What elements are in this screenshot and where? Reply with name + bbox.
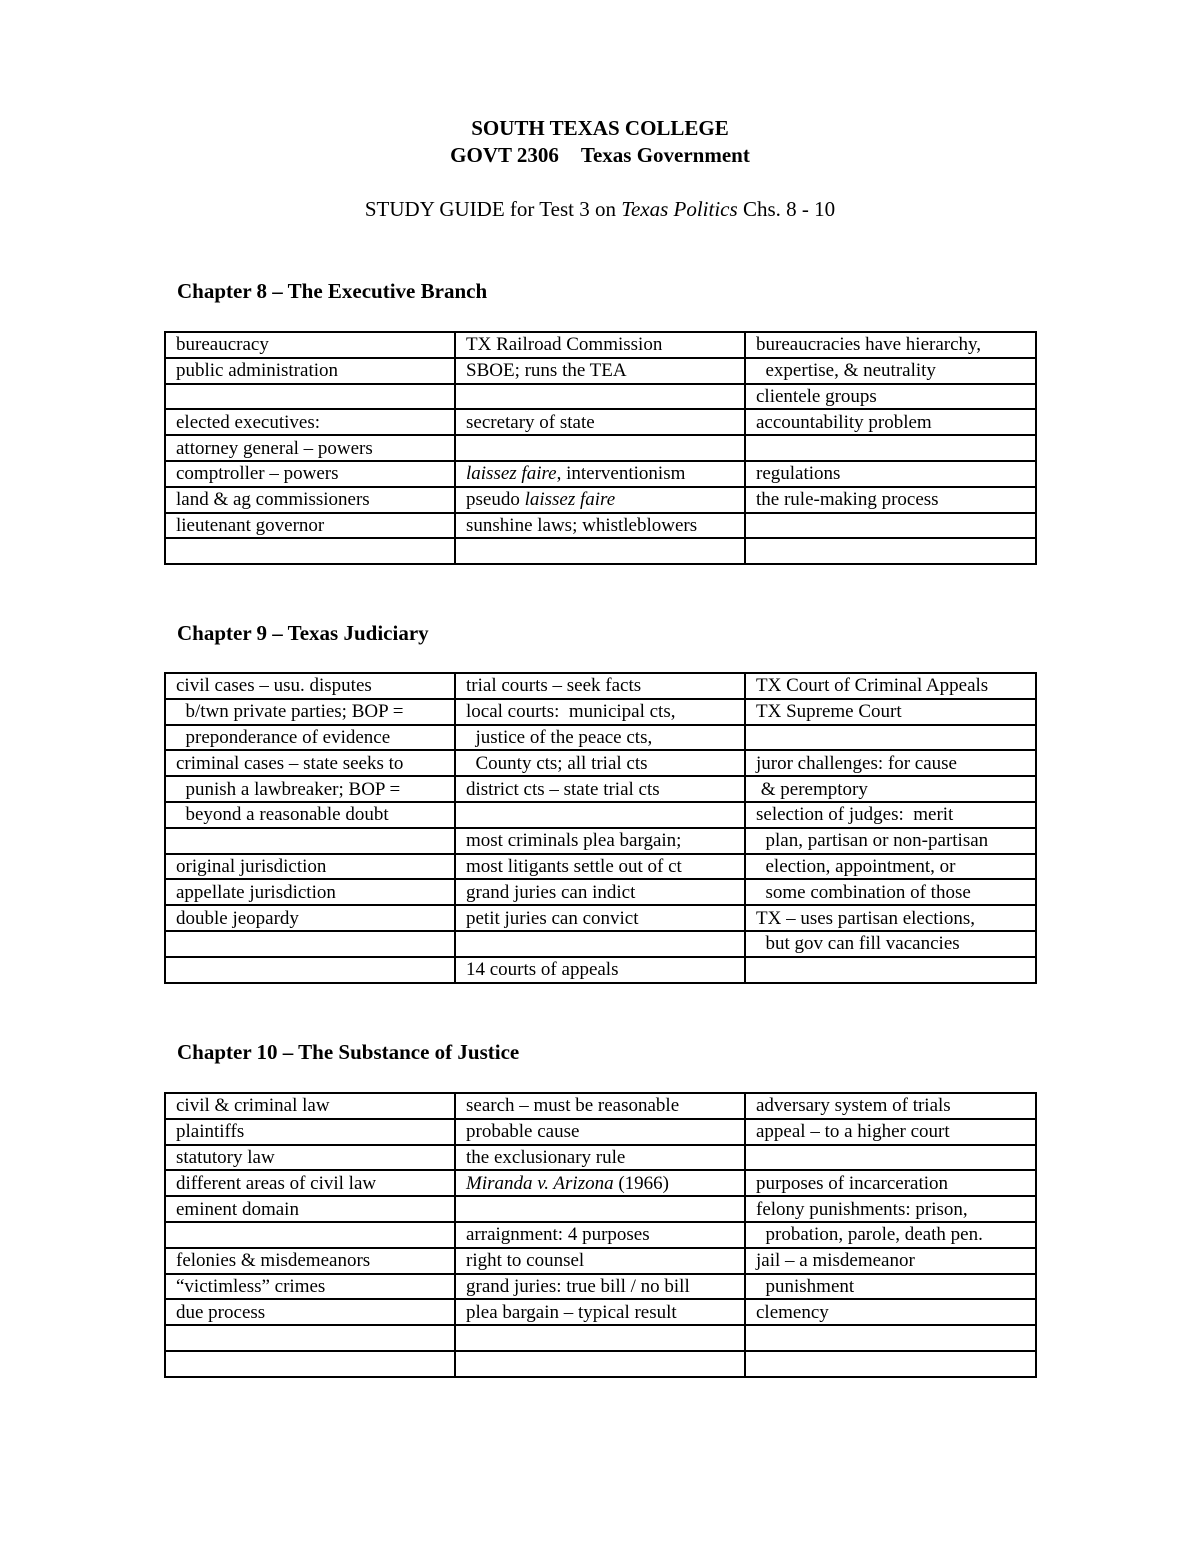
table-cell [455, 905, 745, 931]
table-cell [745, 461, 1036, 487]
table-cell [455, 1351, 745, 1377]
table-cell [455, 1299, 745, 1325]
table-cell [165, 699, 455, 725]
table-cell [745, 1196, 1036, 1222]
cell-text: accountability problem [756, 411, 932, 433]
table-cell [745, 513, 1036, 539]
table-cell [745, 384, 1036, 410]
chapter-8-terms-table [164, 331, 1037, 565]
table-cell [455, 725, 745, 751]
cell-text: juror challenges: for cause [756, 752, 957, 774]
cell-text: search – must be reasonable [466, 1095, 680, 1117]
cell-text: grand juries: true bill / no bill [466, 1275, 690, 1297]
table-cell [745, 905, 1036, 931]
table-row [165, 332, 1036, 358]
table-cell [745, 673, 1036, 699]
table-cell [165, 905, 455, 931]
table-cell [455, 1170, 745, 1196]
table-cell [455, 931, 745, 957]
cell-text: plaintiffs [176, 1121, 245, 1143]
cell-text: punishment [756, 1275, 855, 1297]
cell-text: beyond a reasonable doubt [176, 804, 389, 826]
course-code: GOVT 2306 [450, 143, 559, 167]
table-row [165, 487, 1036, 513]
table-cell [165, 776, 455, 802]
cell-text: the rule-making process [756, 489, 939, 511]
table-cell [745, 1222, 1036, 1248]
cell-text: double jeopardy [176, 907, 299, 929]
table-cell [165, 538, 455, 564]
cell-text: TX Railroad Commission [466, 334, 663, 356]
cell-text: some combination of those [756, 881, 971, 903]
table-cell [165, 384, 455, 410]
cell-text: appeal – to a higher court [756, 1121, 950, 1143]
cell-text: clemency [756, 1301, 829, 1323]
cell-text: original jurisdiction [176, 855, 327, 877]
cell-text: expertise, & neutrality [756, 360, 936, 382]
table-cell [455, 776, 745, 802]
table-cell [745, 725, 1036, 751]
cell-text: pseudo [466, 489, 525, 511]
table-row [165, 957, 1036, 983]
italic-text: laissez faire [524, 489, 616, 511]
cell-text: different areas of civil law [176, 1172, 377, 1194]
table-cell [745, 538, 1036, 564]
table-cell [165, 358, 455, 384]
study-guide-title [0, 197, 1200, 222]
table-row [165, 1274, 1036, 1300]
table-cell [455, 1248, 745, 1274]
table-cell [455, 1145, 745, 1171]
table-cell [745, 332, 1036, 358]
table-row [165, 1093, 1036, 1119]
table-row [165, 854, 1036, 880]
cell-text: sunshine laws; whistleblowers [466, 514, 698, 536]
cell-text: statutory law [176, 1146, 275, 1168]
table-row [165, 673, 1036, 699]
cell-text: appellate jurisdiction [176, 881, 336, 903]
table-cell [745, 854, 1036, 880]
cell-text: punish a lawbreaker; BOP = [176, 778, 401, 800]
cell-text: (1966) [613, 1172, 670, 1194]
cell-text: criminal cases – state seeks to [176, 752, 404, 774]
table-cell [165, 1351, 455, 1377]
table-row [165, 879, 1036, 905]
cell-text: due process [176, 1301, 266, 1323]
table-row [165, 1145, 1036, 1171]
table-cell [455, 673, 745, 699]
table-row [165, 461, 1036, 487]
table-row [165, 1351, 1036, 1377]
chapter-9-terms-table [164, 672, 1037, 984]
table-cell [455, 879, 745, 905]
cell-text: “victimless” crimes [176, 1275, 326, 1297]
table-cell [165, 1170, 455, 1196]
table-cell [165, 673, 455, 699]
cell-text: TX – uses partisan elections, [756, 907, 975, 929]
table-cell [165, 1093, 455, 1119]
cell-text: 14 courts of appeals [466, 959, 619, 981]
cell-text: regulations [756, 463, 841, 485]
cell-text: right to counsel [466, 1250, 585, 1272]
table-cell [165, 1325, 455, 1351]
cell-text: plan, partisan or non-partisan [756, 830, 989, 852]
table-cell [745, 1170, 1036, 1196]
table-cell [455, 802, 745, 828]
chapter-10-heading: Chapter 10 – The Substance of Justice [177, 1040, 520, 1064]
study-guide-prefix: STUDY GUIDE for Test 3 on [364, 197, 622, 221]
table-cell [455, 828, 745, 854]
table-cell [165, 409, 455, 435]
table-cell [455, 332, 745, 358]
table-row [165, 725, 1036, 751]
table-cell [165, 513, 455, 539]
cell-text: election, appointment, or [756, 855, 956, 877]
cell-text: clientele groups [756, 385, 877, 407]
table-cell [165, 725, 455, 751]
cell-text: trial courts – seek facts [466, 675, 642, 697]
cell-text: felony punishments: prison, [756, 1198, 968, 1220]
cell-text: probation, parole, death pen. [756, 1224, 983, 1246]
table-cell [455, 358, 745, 384]
table-cell [745, 1325, 1036, 1351]
cell-text: lieutenant governor [176, 514, 325, 536]
cell-text: jail – a misdemeanor [756, 1250, 915, 1272]
table-row [165, 1222, 1036, 1248]
table-cell [455, 435, 745, 461]
cell-text: grand juries can indict [466, 881, 636, 903]
cell-text: bureaucracy [176, 334, 269, 356]
cell-text: County cts; all trial cts [466, 752, 648, 774]
table-cell [165, 828, 455, 854]
cell-text: local courts: municipal cts, [466, 701, 676, 723]
table-cell [745, 1093, 1036, 1119]
cell-text: SBOE; runs the TEA [466, 360, 627, 382]
chapter-10-terms-table [164, 1092, 1037, 1378]
table-row [165, 513, 1036, 539]
table-cell [455, 513, 745, 539]
table-cell [165, 1145, 455, 1171]
cell-text: TX Court of Criminal Appeals [756, 675, 989, 697]
study-guide-suffix: Chs. 8 - 10 [737, 197, 836, 221]
table-cell [165, 854, 455, 880]
table-cell [455, 1093, 745, 1119]
cell-text: civil & criminal law [176, 1095, 330, 1117]
cell-text: purposes of incarceration [756, 1172, 949, 1194]
cell-text: district cts – state trial cts [466, 778, 660, 800]
cell-text: b/twn private parties; BOP = [176, 701, 404, 723]
cell-text: probable cause [466, 1121, 580, 1143]
cell-text: petit juries can convict [466, 907, 639, 929]
table-cell [165, 957, 455, 983]
table-cell [745, 1299, 1036, 1325]
course-name: Texas Government [580, 143, 750, 167]
table-cell [455, 750, 745, 776]
table-row [165, 384, 1036, 410]
table-row [165, 802, 1036, 828]
table-cell [745, 750, 1036, 776]
table-row [165, 699, 1036, 725]
table-cell [455, 384, 745, 410]
table-row [165, 1248, 1036, 1274]
table-cell [745, 358, 1036, 384]
italic-text: Miranda v. Arizona [466, 1172, 614, 1194]
table-cell [165, 750, 455, 776]
table-cell [165, 931, 455, 957]
table-cell [745, 1145, 1036, 1171]
table-cell [745, 776, 1036, 802]
cell-text: the exclusionary rule [466, 1146, 626, 1168]
table-row [165, 1196, 1036, 1222]
table-cell [745, 828, 1036, 854]
table-cell [165, 1222, 455, 1248]
table-row [165, 776, 1036, 802]
table-cell [745, 1248, 1036, 1274]
table-cell [455, 957, 745, 983]
table-cell [165, 879, 455, 905]
table-cell [745, 879, 1036, 905]
table-cell [745, 487, 1036, 513]
table-cell [455, 854, 745, 880]
table-cell [455, 1222, 745, 1248]
cell-text: but gov can fill vacancies [756, 933, 960, 955]
course-title [0, 143, 1200, 168]
cell-text: TX Supreme Court [756, 701, 902, 723]
table-cell [165, 1119, 455, 1145]
table-cell [745, 409, 1036, 435]
table-cell [455, 1274, 745, 1300]
book-title: Texas Politics [621, 197, 738, 221]
cell-text: most criminals plea bargain; [466, 830, 682, 852]
table-row [165, 1170, 1036, 1196]
table-cell [455, 1119, 745, 1145]
table-cell [165, 461, 455, 487]
table-cell [455, 409, 745, 435]
cell-text: plea bargain – typical result [466, 1301, 677, 1323]
cell-text: civil cases – usu. disputes [176, 675, 372, 697]
table-cell [745, 1351, 1036, 1377]
table-row [165, 828, 1036, 854]
college-name: SOUTH TEXAS COLLEGE [471, 116, 729, 140]
table-row [165, 409, 1036, 435]
table-cell [455, 461, 745, 487]
table-cell [165, 332, 455, 358]
cell-text: eminent domain [176, 1198, 299, 1220]
cell-text: preponderance of evidence [176, 726, 391, 748]
table-cell [455, 1196, 745, 1222]
table-cell [165, 1248, 455, 1274]
chapter-8-heading: Chapter 8 – The Executive Branch [177, 279, 488, 303]
table-row [165, 358, 1036, 384]
table-cell [455, 699, 745, 725]
table-cell [455, 538, 745, 564]
cell-text: land & ag commissioners [176, 489, 370, 511]
cell-text: bureaucracies have hierarchy, [756, 334, 982, 356]
table-cell [455, 487, 745, 513]
table-row [165, 905, 1036, 931]
table-cell [165, 1299, 455, 1325]
table-cell [165, 435, 455, 461]
italic-text: laissez faire [466, 463, 557, 485]
table-cell [165, 1274, 455, 1300]
cell-text: public administration [176, 360, 339, 382]
table-cell [745, 1274, 1036, 1300]
table-cell [745, 699, 1036, 725]
cell-text: elected executives: [176, 411, 321, 433]
cell-text: attorney general – powers [176, 437, 373, 459]
table-cell [745, 435, 1036, 461]
table-cell [165, 802, 455, 828]
cell-text: adversary system of trials [756, 1095, 951, 1117]
table-cell [745, 931, 1036, 957]
table-row [165, 538, 1036, 564]
table-cell [165, 1196, 455, 1222]
table-cell [165, 487, 455, 513]
table-cell [745, 802, 1036, 828]
table-cell [745, 1119, 1036, 1145]
table-row [165, 1119, 1036, 1145]
cell-text: secretary of state [466, 411, 595, 433]
cell-text: , interventionism [556, 463, 686, 485]
table-cell [745, 957, 1036, 983]
table-row [165, 1299, 1036, 1325]
table-cell [455, 1325, 745, 1351]
cell-text: felonies & misdemeanors [176, 1250, 371, 1272]
table-row [165, 931, 1036, 957]
cell-text: selection of judges: merit [756, 804, 954, 826]
table-row [165, 435, 1036, 461]
cell-text: & peremptory [756, 778, 868, 800]
cell-text: comptroller – powers [176, 463, 339, 485]
table-row [165, 1325, 1036, 1351]
cell-text: justice of the peace cts, [466, 726, 653, 748]
cell-text: most litigants settle out of ct [466, 855, 682, 877]
chapter-9-heading: Chapter 9 – Texas Judiciary [177, 621, 429, 645]
cell-text: arraignment: 4 purposes [466, 1224, 650, 1246]
table-row [165, 750, 1036, 776]
